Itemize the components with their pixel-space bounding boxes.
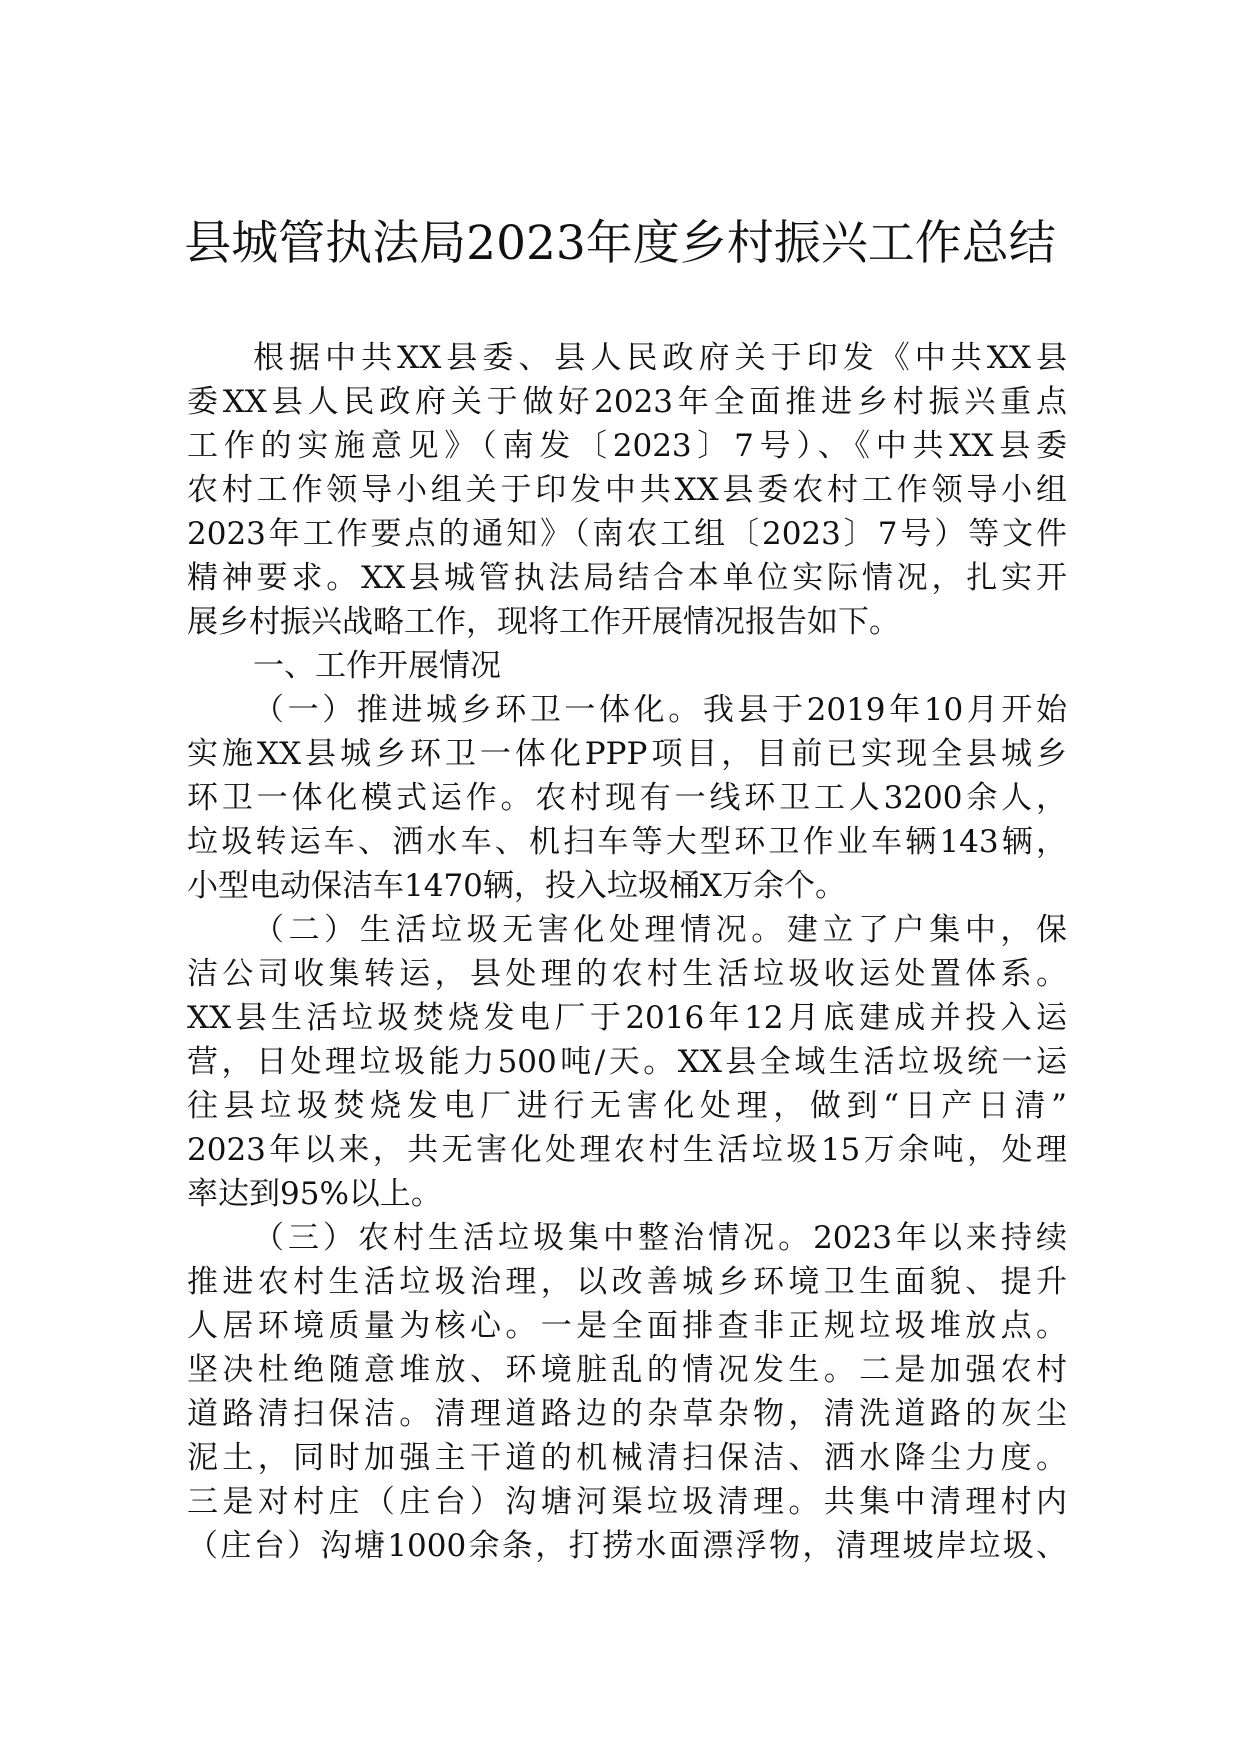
document-line: 精神要求。XX县城管执法局结合本单位实际情况，扎实开	[187, 560, 1067, 596]
document-line: 推进农村生活垃圾治理，以改善城乡环境卫生面貌、提升	[187, 1264, 1067, 1300]
document-line: 工作的实施意见》（南发〔2023〕7号）、《中共XX县委	[187, 428, 1067, 464]
document-line: （三）农村生活垃圾集中整治情况。2023年以来持续	[253, 1220, 1067, 1256]
document-line: 人居环境质量为核心。一是全面排查非正规垃圾堆放点。	[187, 1308, 1067, 1344]
document-line: 垃圾转运车、洒水车、机扫车等大型环卫作业车辆143辆，	[187, 824, 1067, 860]
document-line: 营，日处理垃圾能力500吨/天。XX县全域生活垃圾统一运	[187, 1044, 1067, 1080]
document-line: 泥土，同时加强主干道的机械清扫保洁、洒水降尘力度。	[187, 1440, 1067, 1476]
document-line: 一、工作开展情况	[253, 648, 501, 684]
document-line: 三是对村庄（庄台）沟塘河渠垃圾清理。共集中清理村内	[187, 1484, 1067, 1520]
document-line: （一）推进城乡环卫一体化。我县于2019年10月开始	[253, 692, 1067, 728]
document-line: XX县生活垃圾焚烧发电厂于2016年12月底建成并投入运	[187, 1000, 1067, 1036]
document-line: （庄台）沟塘1000余条，打捞水面漂浮物，清理坡岸垃圾、	[187, 1528, 1067, 1564]
document-line: 委XX县人民政府关于做好2023年全面推进乡村振兴重点	[187, 384, 1067, 420]
document-line: 小型电动保洁车1470辆，投入垃圾桶X万余个。	[187, 868, 846, 904]
document-line: 率达到95%以上。	[187, 1176, 442, 1212]
document-line: 往县垃圾焚烧发电厂进行无害化处理，做到“日产日清”	[187, 1088, 1067, 1124]
document-line: 坚决杜绝随意堆放、环境脏乱的情况发生。二是加强农村	[187, 1352, 1067, 1388]
document-line: 根据中共XX县委、县人民政府关于印发《中共XX县	[253, 340, 1067, 376]
document-line: 洁公司收集转运，县处理的农村生活垃圾收运处置体系。	[187, 956, 1067, 992]
document-line: 实施XX县城乡环卫一体化PPP项目，目前已实现全县城乡	[187, 736, 1067, 772]
document-title: 县城管执法局2023年度乡村振兴工作总结	[184, 216, 1056, 271]
document-line: 农村工作领导小组关于印发中共XX县委农村工作领导小组	[187, 472, 1067, 508]
document-line: 环卫一体化模式运作。农村现有一线环卫工人3200余人，	[187, 780, 1067, 816]
document-line: 2023年工作要点的通知》（南农工组〔2023〕7号）等文件	[187, 516, 1067, 552]
document-line: 2023年以来，共无害化处理农村生活垃圾15万余吨，处理	[187, 1132, 1067, 1168]
document-line: （二）生活垃圾无害化处理情况。建立了户集中，保	[253, 912, 1067, 948]
document-line: 展乡村振兴战略工作，现将工作开展情况报告如下。	[187, 604, 900, 640]
document-body	[187, 336, 1067, 1568]
document-line: 道路清扫保洁。清理道路边的杂草杂物，清洗道路的灰尘	[187, 1396, 1067, 1432]
